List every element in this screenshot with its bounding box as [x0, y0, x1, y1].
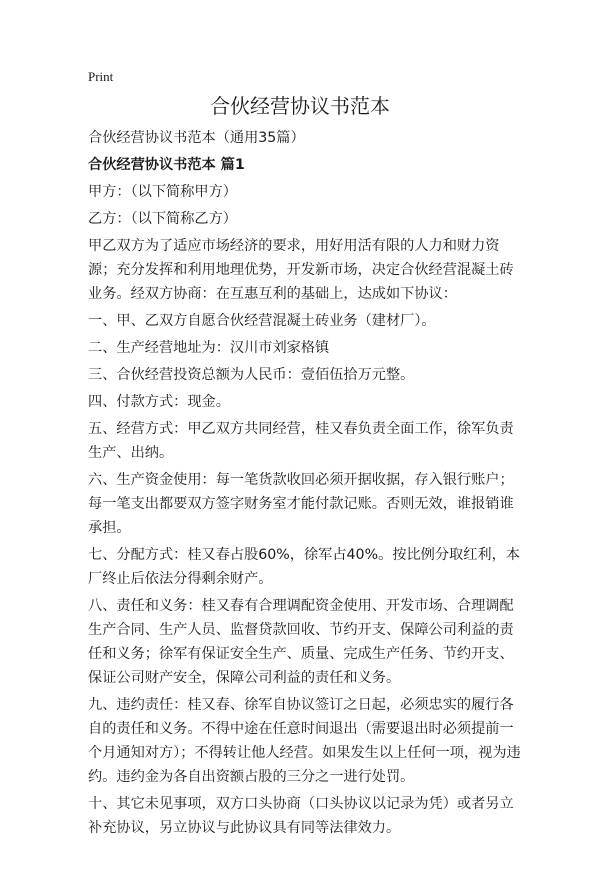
- document-subtitle: 合伙经营协议书范本（通用35篇）: [88, 130, 305, 146]
- clause-9: 九、违约责任：桂又春、徐军自协议签订之日起，必须忠实的履行各自的责任和义务。不得中途在任意时间退出（需要退出时必须提前一个月通知对方）；不得转让他人经营。如果发生以上任何一项，视为违约。违约金为各自出资额占股的三分之一进行处罚。: [88, 697, 521, 785]
- preamble-paragraph: 甲乙双方为了适应市场经济的要求，用好用活有限的人力和财力资源；充分发挥和利用地理优势，开发新市场，决定合伙经营混凝土砖业务。经双方协商：在互惠互利的基础上，达成如下协议：: [88, 238, 514, 302]
- print-link[interactable]: Print: [88, 69, 114, 84]
- document-title: 合伙经营协议书范本: [210, 94, 390, 118]
- clause-4: 四、付款方式：现金。: [88, 394, 230, 410]
- party-b: 乙方：（以下简称乙方）: [88, 211, 237, 227]
- section-heading: 合伙经营协议书范本 篇1: [88, 157, 245, 173]
- clause-5: 五、经营方式：甲乙双方共同经营，桂又春负责全面工作，徐军负责生产、出纳。: [88, 421, 514, 461]
- clause-1: 一、甲、乙双方自愿合伙经营混凝土砖业务（建材厂）。: [88, 313, 436, 329]
- clause-3: 三、合伙经营投资总额为人民币：壹佰伍拾万元整。: [88, 367, 415, 383]
- clause-10: 十、其它未见事项，双方口头协商（口头协议以记录为凭）或者另立补充协议，另立协议与此协议具有同等法律效力。: [88, 796, 514, 836]
- clause-7: 七、分配方式：桂又春占股60%，徐军占40%。按比例分取红利，本厂终止后依法分得剩余财产。: [88, 547, 520, 587]
- clause-2: 二、生产经营地址为：汉川市刘家格镇: [88, 340, 330, 356]
- party-a: 甲方：（以下简称甲方）: [88, 184, 237, 200]
- clause-8: 八、责任和义务：桂又春有合理调配资金使用、开发市场、合理调配生产合同、生产人员、监督贷款回收、节约开支、保障公司利益的责任和义务；徐军有保证安全生产、质量、完成生产任务、节约开支、保证公司财产安全，保障公司利益的责任和义务。: [88, 598, 514, 686]
- clause-6: 六、生产资金使用：每一笔货款收回必须开据收据，存入银行账户；每一笔支出都要双方签字财务室才能付款记账。否则无效，谁报销谁承担。: [88, 472, 514, 536]
